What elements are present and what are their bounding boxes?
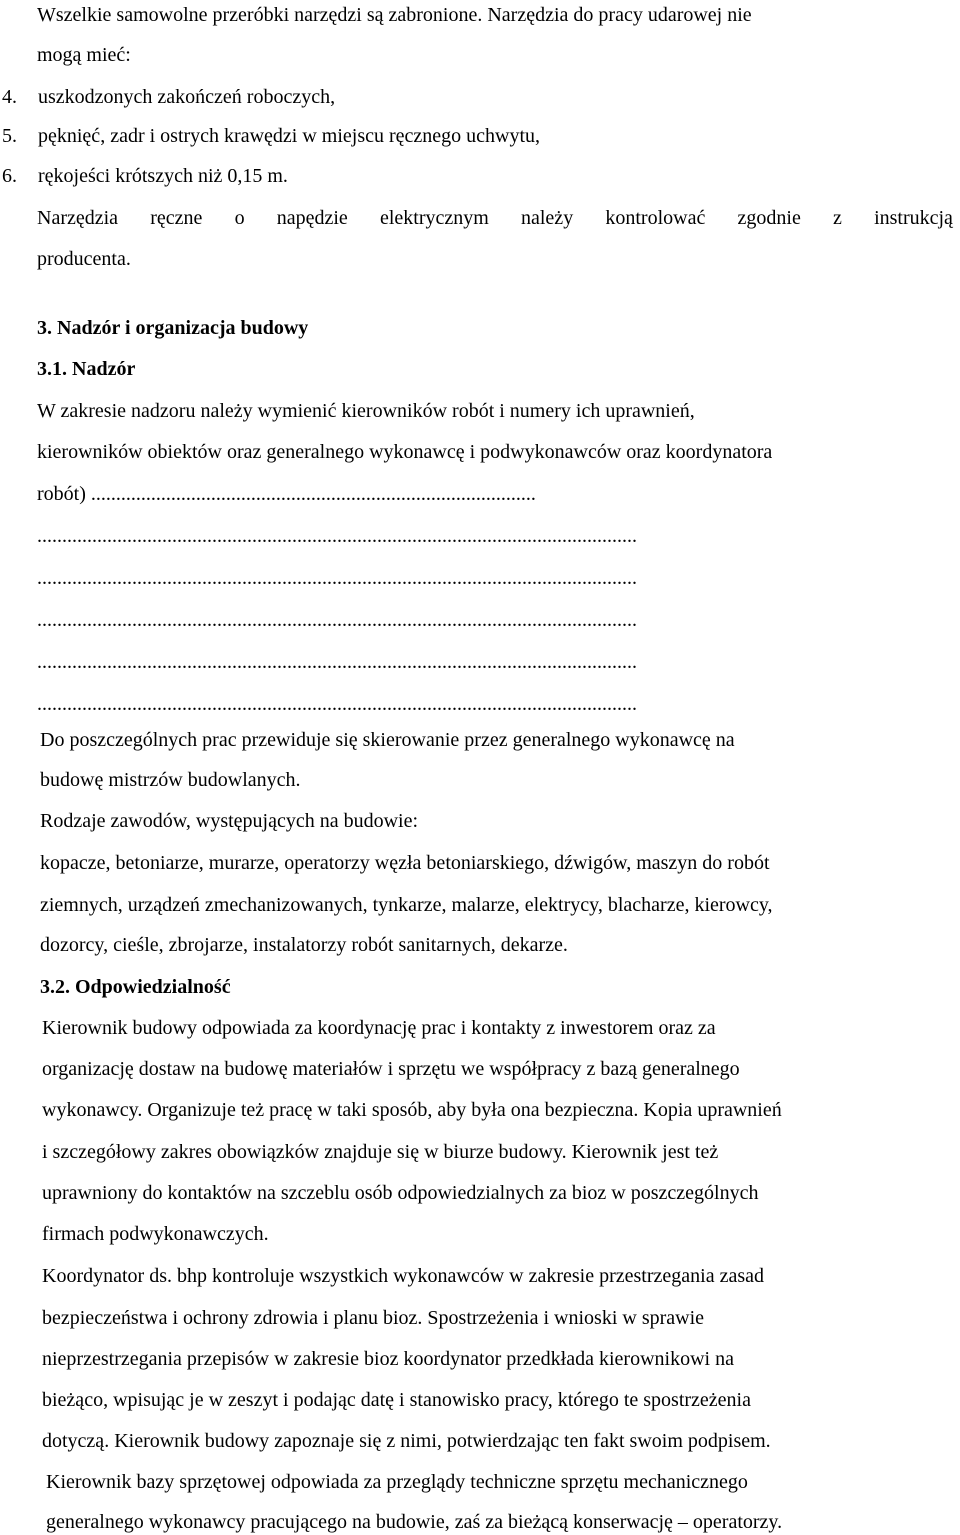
dotted-fill-line: ........................................................................................................................ [37, 525, 637, 547]
electric-tools-line-1 [37, 206, 953, 230]
trades-heading: Rodzaje zawodów, występujących na budowie: [40, 810, 419, 832]
word: ręczne [150, 207, 203, 229]
dotted-fill-line: ........................................................................................................................ [37, 693, 637, 715]
manager-line-6: firmach podwykonawczych. [42, 1223, 269, 1245]
coordinator-line-4: bieżąco, wpisując je w zeszyt i podając datę i stanowisko pracy, którego te spostrzeżenia [42, 1389, 751, 1411]
defect-item-6 [2, 164, 288, 188]
manager-line-4: i szczegółowy zakres obowiązków znajduje się w biurze budowy. Kierownik jest też [42, 1141, 719, 1163]
coordinator-line-5: dotyczą. Kierownik budowy zapoznaje się z nimi, potwierdzając ten fakt swoim podpisem. [42, 1430, 771, 1452]
word: napędzie [276, 207, 348, 229]
defect-item-5 [2, 124, 540, 148]
defect-text: pęknięć, zadr i ostrych krawędzi w miejscu ręcznego uchwytu, [38, 125, 541, 147]
word: o [234, 207, 245, 229]
word: Narzędzia [37, 207, 119, 229]
defect-number: 5. [2, 125, 17, 147]
manager-line-5: uprawniony do kontaktów na szczeblu osób odpowiedzialnych za bioz w poszczególnych [42, 1182, 759, 1204]
intro-line-1-content: Wszelkie samowolne przeróbki narzędzi są zabronione. Narzędzia do pracy udarowej nie [37, 4, 752, 26]
word: należy [521, 207, 574, 229]
supervision-line-1: W zakresie nadzoru należy wymienić kierowników robót i numery ich uprawnień, [37, 400, 695, 422]
trades-line-3: dozorcy, cieśle, zbrojarze, instalatorzy robót sanitarnych, dekarze. [40, 934, 568, 956]
manager-line-2: organizację dostaw na budowę materiałów i sprzętu we współpracy z bazą generalnego [42, 1058, 740, 1080]
defect-text: uszkodzonych zakończeń roboczych, [38, 86, 336, 108]
word: zgodnie [737, 207, 801, 229]
foremen-line-2: budowę mistrzów budowlanych. [40, 769, 301, 791]
dotted-fill-line: ........................................................................................................................ [37, 609, 637, 631]
defect-number: 6. [2, 165, 17, 187]
defect-item-4 [2, 85, 335, 109]
trades-line-1: kopacze, betoniarze, murarze, operatorzy węzła betoniarskiego, dźwigów, maszyn do robót [40, 852, 770, 874]
equipment-line-1: Kierownik bazy sprzętowej odpowiada za przeglądy techniczne sprzętu mechanicznego [46, 1471, 748, 1493]
defect-text: rękojeści krótszych niż 0,15 m. [38, 165, 288, 187]
intro-line-1 [37, 3, 901, 27]
word: kontrolować [605, 207, 706, 229]
trades-line-2: ziemnych, urządzeń zmechanizowanych, tynkarze, malarze, elektrycy, blacharze, kierowcy, [40, 894, 773, 916]
intro-line-2: mogą mieć: [37, 44, 131, 66]
word: instrukcją [874, 207, 953, 229]
section-3-1-heading: 3.1. Nadzór [37, 358, 136, 380]
manager-line-3: wykonawcy. Organizuje też pracę w taki sposób, aby była ona bezpieczna. Kopia uprawnień [42, 1099, 782, 1121]
section-3-2-heading: 3.2. Odpowiedzialność [40, 976, 231, 998]
dotted-fill-line: ........................................................................................................................ [37, 567, 637, 589]
defect-number: 4. [2, 86, 17, 108]
word: z [833, 207, 842, 229]
section-3-heading: 3. Nadzór i organizacja budowy [37, 317, 309, 339]
supervision-line-3: robót) ......................................................................................... [37, 483, 536, 505]
supervision-line-2: kierowników obiektów oraz generalnego wykonawcę i podwykonawców oraz koordynatora [37, 441, 773, 463]
coordinator-line-2: bezpieczeństwa i ochrony zdrowia i planu bioz. Spostrzeżenia i wnioski w sprawie [42, 1307, 705, 1329]
electric-tools-line-2: producenta. [37, 248, 131, 270]
coordinator-line-1: Koordynator ds. bhp kontroluje wszystkich wykonawców w zakresie przestrzegania zasad [42, 1265, 764, 1287]
manager-line-1: Kierownik budowy odpowiada za koordynację prac i kontakty z inwestorem oraz za [42, 1017, 716, 1039]
coordinator-line-3: nieprzestrzegania przepisów w zakresie bioz koordynator przedkłada kierownikowi na [42, 1348, 734, 1370]
dotted-fill-line: ........................................................................................................................ [37, 651, 637, 673]
word: elektrycznym [379, 207, 489, 229]
equipment-line-2: generalnego wykonawcy pracującego na budowie, zaś za bieżącą konserwację – operatorzy. [46, 1511, 783, 1533]
foremen-line-1: Do poszczególnych prac przewiduje się skierowanie przez generalnego wykonawcę na [40, 729, 735, 751]
intro-line-1-text [37, 3, 901, 27]
